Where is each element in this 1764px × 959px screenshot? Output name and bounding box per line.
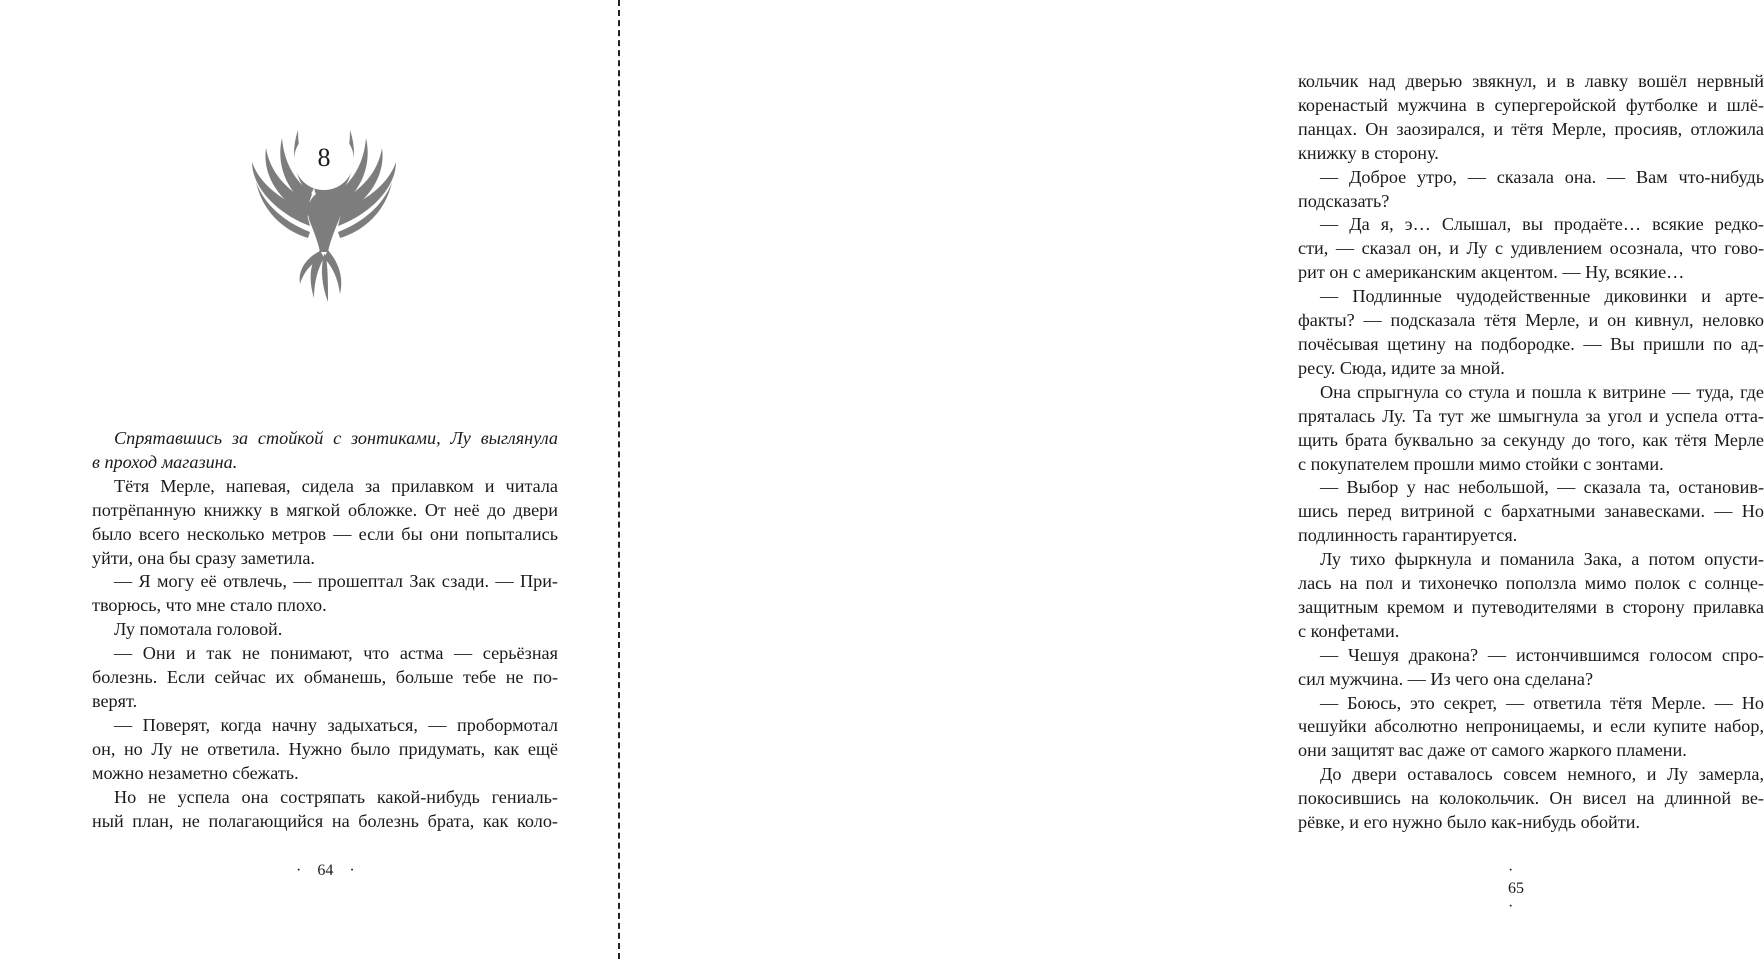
text-line: книжку в сторону.	[1298, 142, 1439, 163]
text-line: потрёпанную книжку в мягкой обложке. От неё до двери	[92, 499, 558, 520]
left-page	[0, 0, 618, 959]
text-line: — Выбор у нас небольшой, — сказала та, остановив-	[1320, 477, 1764, 498]
text-line: можно незаметно сбежать.	[92, 762, 299, 783]
text-line: творюсь, что мне стало плохо.	[92, 595, 327, 616]
text-line: Спрятавшись за стойкой с зонтиками, Лу выглянула	[114, 428, 558, 448]
text-line: — Чешуя дракона? — истончившимся голосом спро-	[1320, 644, 1764, 665]
text-line: пряталась Лу. Та тут же шмыгнула за угол и успела отта-	[1298, 405, 1764, 426]
text-line: панцах. Он заозирался, и тётя Мерле, просияв, отложила	[1298, 118, 1764, 139]
text-line: сил мужчина. — Из чего она сделана?	[1298, 668, 1594, 689]
left-page-text	[92, 427, 558, 833]
text-line: шись перед витриной с бархатными занавесками. — Но	[1298, 501, 1764, 522]
text-line: с конфетами.	[1298, 620, 1400, 641]
text-line: лась на пол и тихонечко поползла мимо полок с солнце-	[1298, 573, 1764, 594]
text-line: — Поверят, когда начну задыхаться, — пробормотал	[114, 714, 558, 735]
text-line: — Боюсь, это секрет, — ответила тётя Мерле. — Но	[1320, 692, 1764, 713]
text-line: До двери оставалось совсем немного, и Лу замерла,	[1320, 764, 1764, 785]
page-number: · 65 ·	[1508, 862, 1524, 915]
text-line: с покупателем прошли мимо стойки с зонтами.	[1298, 453, 1664, 474]
text-line: покосившись на колокольчик. Он висел на длинной ве-	[1298, 788, 1764, 809]
chapter-number: 8	[317, 143, 331, 172]
text-line: Лу помотала головой.	[114, 619, 283, 640]
text-line: подсказать?	[1298, 190, 1390, 211]
text-line: верят.	[92, 690, 138, 711]
text-line: Тётя Мерле, напевая, сидела за прилавком и читала	[114, 475, 558, 496]
right-page-text	[1298, 70, 1764, 835]
text-line: подлинность гарантируется.	[1298, 525, 1518, 546]
text-line: Она спрыгнула со стула и пошла к витрине — туда, где	[1320, 381, 1764, 402]
text-line: было всего несколько метров — если бы они попытались	[92, 523, 558, 544]
text-line: защитным кремом и путеводителями в сторону прилавка	[1298, 596, 1764, 617]
text-line: сти, — сказал он, и Лу с удивлением осознала, что гово-	[1298, 238, 1764, 259]
text-line: — Я могу её отвлечь, — прошептал Зак сзади. — При-	[114, 571, 558, 592]
text-line: Но не успела она состряпать какой-нибудь гениаль-	[114, 786, 558, 807]
text-line: коренастый мужчина в супергеройской футболке и шлё-	[1298, 94, 1764, 115]
text-line: — Доброе утро, — сказала она. — Вам что-нибудь	[1320, 166, 1764, 187]
text-line: в проход магазина.	[92, 451, 238, 472]
text-line: ресу. Сюда, идите за мной.	[1298, 357, 1505, 378]
page-number: · 64 ·	[296, 862, 355, 879]
text-line: — Они и так не понимают, что астма — серьёзная	[114, 643, 558, 664]
text-line: — Да я, э… Слышал, вы продаёте… всякие редко-	[1320, 214, 1764, 235]
text-line: щить брата буквально за секунду до того, как тётя Мерле	[1298, 429, 1764, 450]
text-line: рит он с американским акцентом. — Ну, всякие…	[1298, 262, 1685, 283]
text-line: чешуйки абсолютно непроницаемы, и если купите набор,	[1298, 716, 1764, 737]
text-line: — Подлинные чудодейственные диковинки и арте-	[1320, 286, 1764, 307]
right-page	[620, 0, 1764, 959]
text-line: Лу тихо фыркнула и поманила Зака, а потом опусти-	[1320, 549, 1764, 570]
text-line: факты? — подсказала тётя Мерле, и он кивнул, неловко	[1298, 310, 1764, 331]
text-line: они защитят вас даже от самого жаркого пламени.	[1298, 740, 1687, 761]
text-line: почёсывая щетину на подбородке. — Вы пришли по ад-	[1298, 333, 1764, 354]
text-line: ный план, не полагающийся на болезнь брата, как коло-	[92, 810, 558, 831]
text-line: болезнь. Если сейчас их обманешь, больше тебе не по-	[92, 667, 558, 688]
text-line: уйти, она бы сразу заметила.	[92, 547, 315, 568]
text-line: рёвке, и его нужно было как-нибудь обойти.	[1298, 812, 1641, 833]
text-line: он, но Лу не ответила. Нужно было придумать, как ещё	[92, 738, 558, 759]
text-line: кольчик над дверью звякнул, и в лавку вошёл нервный	[1298, 71, 1764, 91]
